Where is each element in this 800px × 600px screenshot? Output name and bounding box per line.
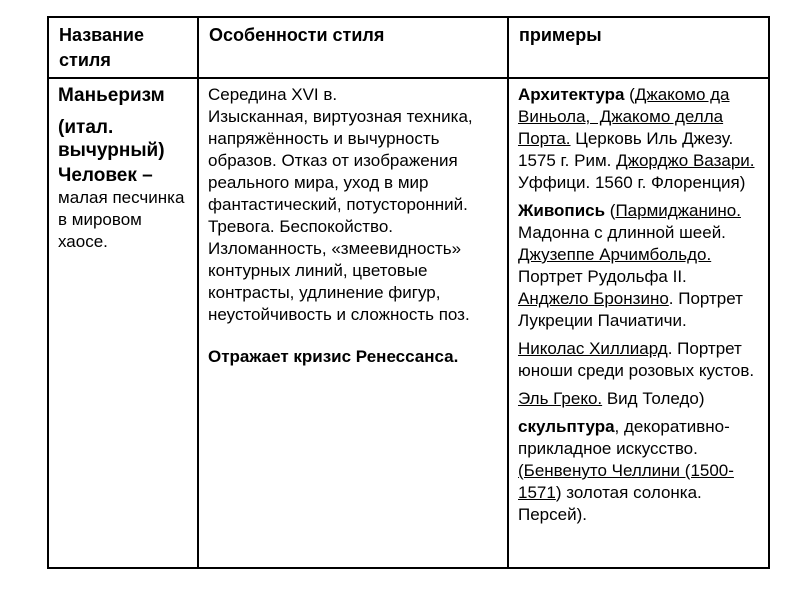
header-cell-style-features: Особенности стиля <box>198 17 508 78</box>
text-run: Человек – <box>58 165 153 186</box>
paragraph <box>58 116 189 162</box>
text-run: Живопись <box>518 201 606 220</box>
styles-table <box>47 16 770 569</box>
text-run: (Бенвенуто Челлини (1500-1571 <box>518 461 734 502</box>
paragraph <box>518 338 760 382</box>
cell-style-name <box>48 78 198 568</box>
text-run: Анджело Бронзино <box>518 289 669 308</box>
text-run: Вид Толедо) <box>602 389 705 408</box>
text-run: . Портрет Лукреции Пачиатичи. <box>518 289 743 330</box>
paragraph <box>58 84 189 107</box>
text-run: ( <box>624 85 635 104</box>
paragraph <box>208 84 499 106</box>
text-run: Маньеризм <box>58 85 165 106</box>
text-run: Уффици. 1560 г. Флоренция) <box>518 173 746 192</box>
text-run: скульптура <box>518 417 615 436</box>
text-run: Джакомо да Виньола, Джакомо делла Порта. <box>518 85 730 148</box>
header-cell-examples: примеры <box>508 17 769 78</box>
cell-examples <box>508 78 769 568</box>
text-run: , декоративно-прикладное искусство. <box>518 417 730 458</box>
text-run: Эль Греко. <box>518 389 603 408</box>
text-run: Портрет Рудольфа II. <box>518 267 687 286</box>
header-cell-style-name: Название стиля <box>48 17 198 78</box>
text-run: Джорджо Вазари. <box>616 151 755 170</box>
text-run: Джузеппе Арчимбольдо. <box>518 245 712 264</box>
text-run: ( <box>605 201 616 220</box>
paragraph <box>518 84 760 194</box>
text-run: малая песчинка в мировом хаосе. <box>58 188 185 251</box>
paragraph <box>208 326 499 346</box>
text-run: Архитектура <box>518 85 625 104</box>
text-run: Мадонна с длинной шеей. <box>518 223 726 242</box>
paragraph <box>518 416 760 526</box>
text-run: Изысканная, виртуозная техника, напряжённость и вычурность образов. Отказ от изображения реального мира, уход в мир фантастический, потусторонний. Тревога. Беспокойство. Изломанность, «змеевидность» контурных линий, цветовые контрасты, удлинение фигур, неустойчивость и сложность поз. <box>208 107 473 324</box>
text-run: Середина XVI в. <box>208 85 338 104</box>
text-run: ) золотая солонка. Персей). <box>518 483 702 524</box>
text-run: Отражает кризис Ренессанса. <box>208 347 459 366</box>
paragraph <box>208 346 499 368</box>
text-run: Николас Хиллиард <box>518 339 668 358</box>
cell-style-features <box>198 78 508 568</box>
paragraph <box>518 388 760 410</box>
table-row <box>48 78 769 568</box>
paragraph <box>58 164 189 253</box>
text-run: Пармиджанино. <box>615 201 741 220</box>
text-run: (итал. вычурный) <box>58 117 165 161</box>
table-header-row <box>48 17 769 78</box>
paragraph <box>208 106 499 326</box>
paragraph <box>518 200 760 332</box>
text-run: Церковь Иль Джезу. 1575 г. Рим. <box>518 129 734 170</box>
text-run: . Портрет юноши среди розовых кустов. <box>518 339 755 380</box>
